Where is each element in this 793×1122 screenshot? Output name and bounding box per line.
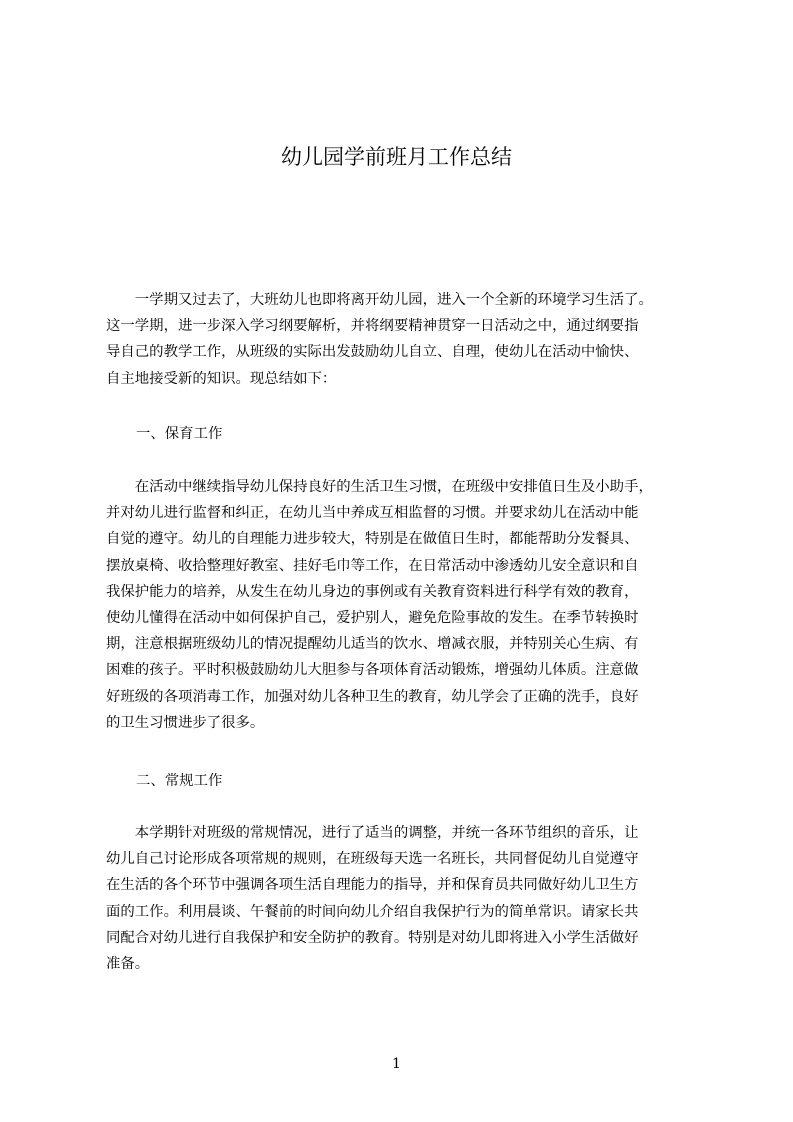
intro-paragraph bbox=[106, 287, 706, 392]
paragraph-line: 一学期又过去了，大班幼儿也即将离开幼儿园，进入一个全新的环境学习生活了。 bbox=[106, 292, 653, 308]
section-paragraph-childcare bbox=[106, 474, 706, 736]
paragraph-line: 本学期针对班级的常规情况，进行了适当的调整，并统一各环节组织的音乐，让 bbox=[106, 825, 639, 841]
page-number: 1 bbox=[392, 1056, 401, 1072]
paragraph-line: 的卫生习惯进步了很多。 bbox=[106, 714, 265, 731]
paragraph-line: 同配合对幼儿进行自我保护和安全防护的教育。特别是对幼儿即将进入小学生活做好 bbox=[106, 929, 639, 946]
paragraph-line: 幼儿自己讨论形成各项常规的规则，在班级每天选一名班长，共同督促幼儿自觉遵守 bbox=[106, 851, 639, 868]
section-heading-childcare: 一、保育工作 bbox=[136, 426, 223, 442]
paragraph-line: 自觉的遵守。幼儿的自理能力进步较大，特别是在做值日生时，都能帮助分发餐具、 bbox=[106, 531, 639, 548]
paragraph-line: 使幼儿懂得在活动中如何保护自己，爱护别人，避免危险事故的发生。在季节转换时 bbox=[106, 610, 639, 627]
paragraph-line: 困难的孩子。平时积极鼓励幼儿大胆参与各项体育活动锻炼，增强幼儿体质。注意做 bbox=[106, 662, 639, 679]
paragraph-line: 摆放桌椅、收拾整理好教室、挂好毛巾等工作，在日常活动中渗透幼儿安全意识和自 bbox=[106, 557, 639, 574]
paragraph-line: 在活动中继续指导幼儿保持良好的生活卫生习惯，在班级中安排值日生及小助手， bbox=[106, 479, 653, 495]
paragraph-line: 好班级的各项消毒工作，加强对幼儿各种卫生的教育，幼儿学会了正确的洗手，良好 bbox=[106, 688, 639, 705]
paragraph-line: 在生活的各个环节中强调各项生活自理能力的指导，并和保育员共同做好幼儿卫生方 bbox=[106, 877, 639, 894]
section-heading-routine: 二、常规工作 bbox=[136, 773, 223, 789]
paragraph-line: 这一学期，进一步深入学习纲要解析，并将纲要精神贯穿一日活动之中，通过纲要指 bbox=[106, 318, 639, 335]
paragraph-line: 导自己的教学工作，从班级的实际出发鼓励幼儿自立、自理，使幼儿在活动中愉快、 bbox=[106, 344, 639, 361]
paragraph-line: 并对幼儿进行监督和纠正，在幼儿当中养成互相监督的习惯。并要求幼儿在活动中能 bbox=[106, 505, 639, 522]
paragraph-line: 自主地接受新的知识。现总结如下： bbox=[106, 370, 337, 387]
paragraph-line: 准备。 bbox=[106, 956, 150, 973]
paragraph-line: 我保护能力的培养，从发生在幼儿身边的事例或有关教育资料进行科学有效的教育， bbox=[106, 583, 639, 600]
section-paragraph-routine bbox=[106, 820, 706, 977]
paragraph-line: 面的工作。利用晨谈、午餐前的时间向幼儿介绍自我保护行为的简单常识。请家长共 bbox=[106, 903, 639, 920]
paragraph-line: 期，注意根据班级幼儿的情况提醒幼儿适当的饮水、增减衣服，并特别关心生病、有 bbox=[106, 636, 639, 653]
document-title: 幼儿园学前班月工作总结 bbox=[281, 145, 512, 169]
